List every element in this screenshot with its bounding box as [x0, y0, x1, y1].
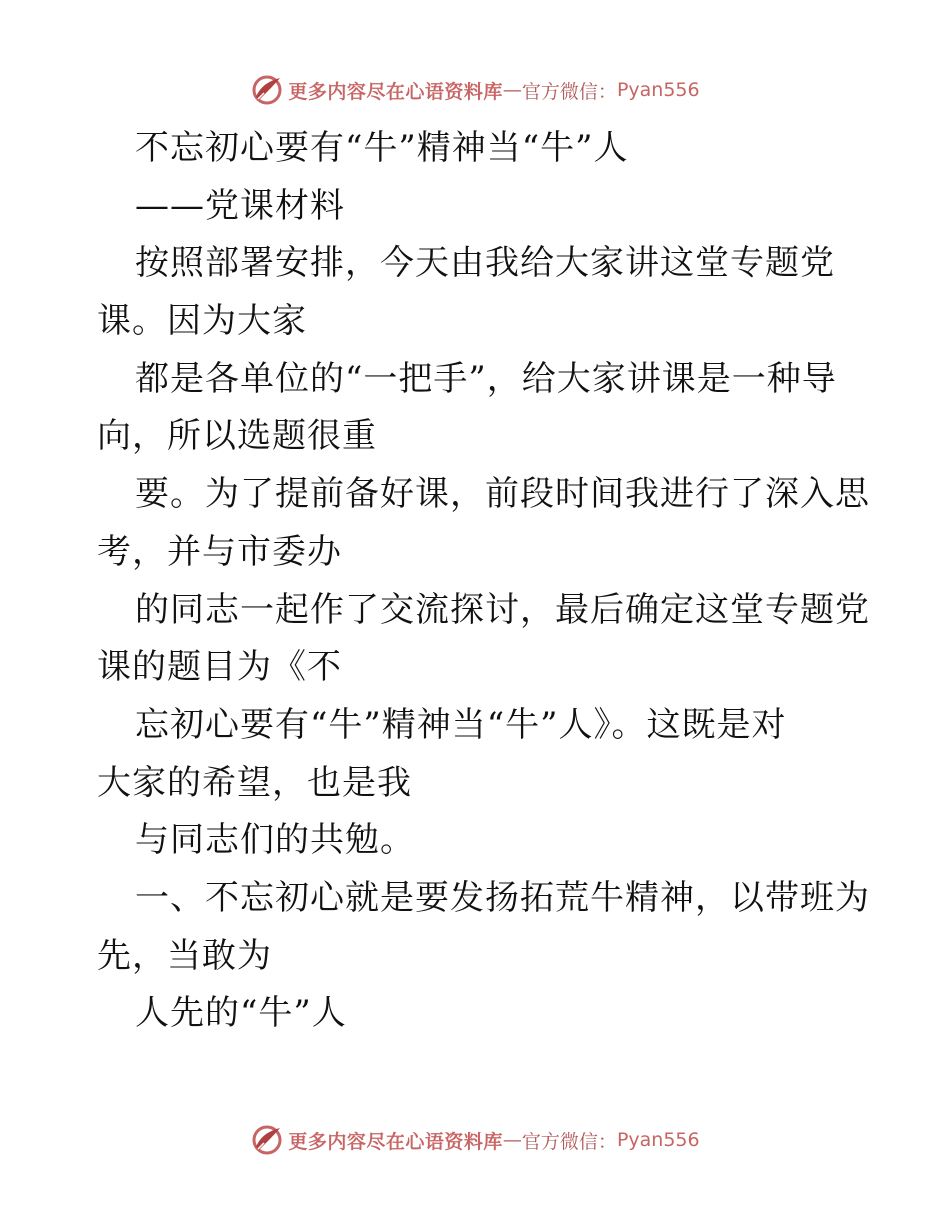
watermark-wechat-label: 官方微信： — [521, 1130, 617, 1153]
text-line: 不忘初心要有“牛”精神当“牛”人 — [135, 128, 629, 168]
text-line: 课的题目为《不 — [97, 647, 342, 688]
text-line: 要。为了提前备好课，前段时间我进行了深入思 — [135, 474, 870, 515]
watermark-title: 更多内容尽在心语资料库 — [288, 1130, 503, 1153]
document-body — [97, 120, 870, 1043]
text-line: 课。因为大家 — [97, 301, 307, 342]
watermark-title: 更多内容尽在心语资料库 — [288, 80, 503, 103]
text-line: 按照部署安排，今天由我给大家讲这堂专题党 — [135, 243, 835, 284]
text-line: 一、不忘初心就是要发扬拓荒牛精神，以带班为 — [135, 877, 870, 918]
text-line: 的同志一起作了交流探讨，最后确定这堂专题党 — [135, 589, 870, 630]
text-line: 先，当敢为 — [97, 935, 272, 976]
text-line: ——党课材料 — [135, 185, 345, 226]
watermark-dash: — — [502, 1129, 522, 1151]
pen-logo-icon — [250, 1123, 284, 1157]
watermark-wechat-id: Pyan556 — [616, 79, 700, 101]
watermark-wechat-id: Pyan556 — [616, 1129, 700, 1151]
watermark-wechat-label: 官方微信： — [521, 80, 617, 103]
text-line: 忘初心要有“牛”精神当“牛”人》。这既是对 — [135, 704, 787, 745]
text-line: 与同志们的共勉。 — [135, 820, 415, 861]
header-watermark — [0, 70, 950, 110]
footer-watermark — [0, 1120, 950, 1160]
text-line: 人先的“牛”人 — [135, 993, 347, 1034]
text-line: 都是各单位的“一把手”，给大家讲课是一种导 — [135, 358, 837, 399]
text-line: 大家的希望，也是我 — [97, 762, 412, 803]
text-line: 考，并与市委办 — [97, 531, 342, 572]
pen-logo-icon — [250, 73, 284, 107]
text-line: 向，所以选题很重 — [97, 416, 377, 457]
watermark-dash: — — [502, 79, 522, 101]
